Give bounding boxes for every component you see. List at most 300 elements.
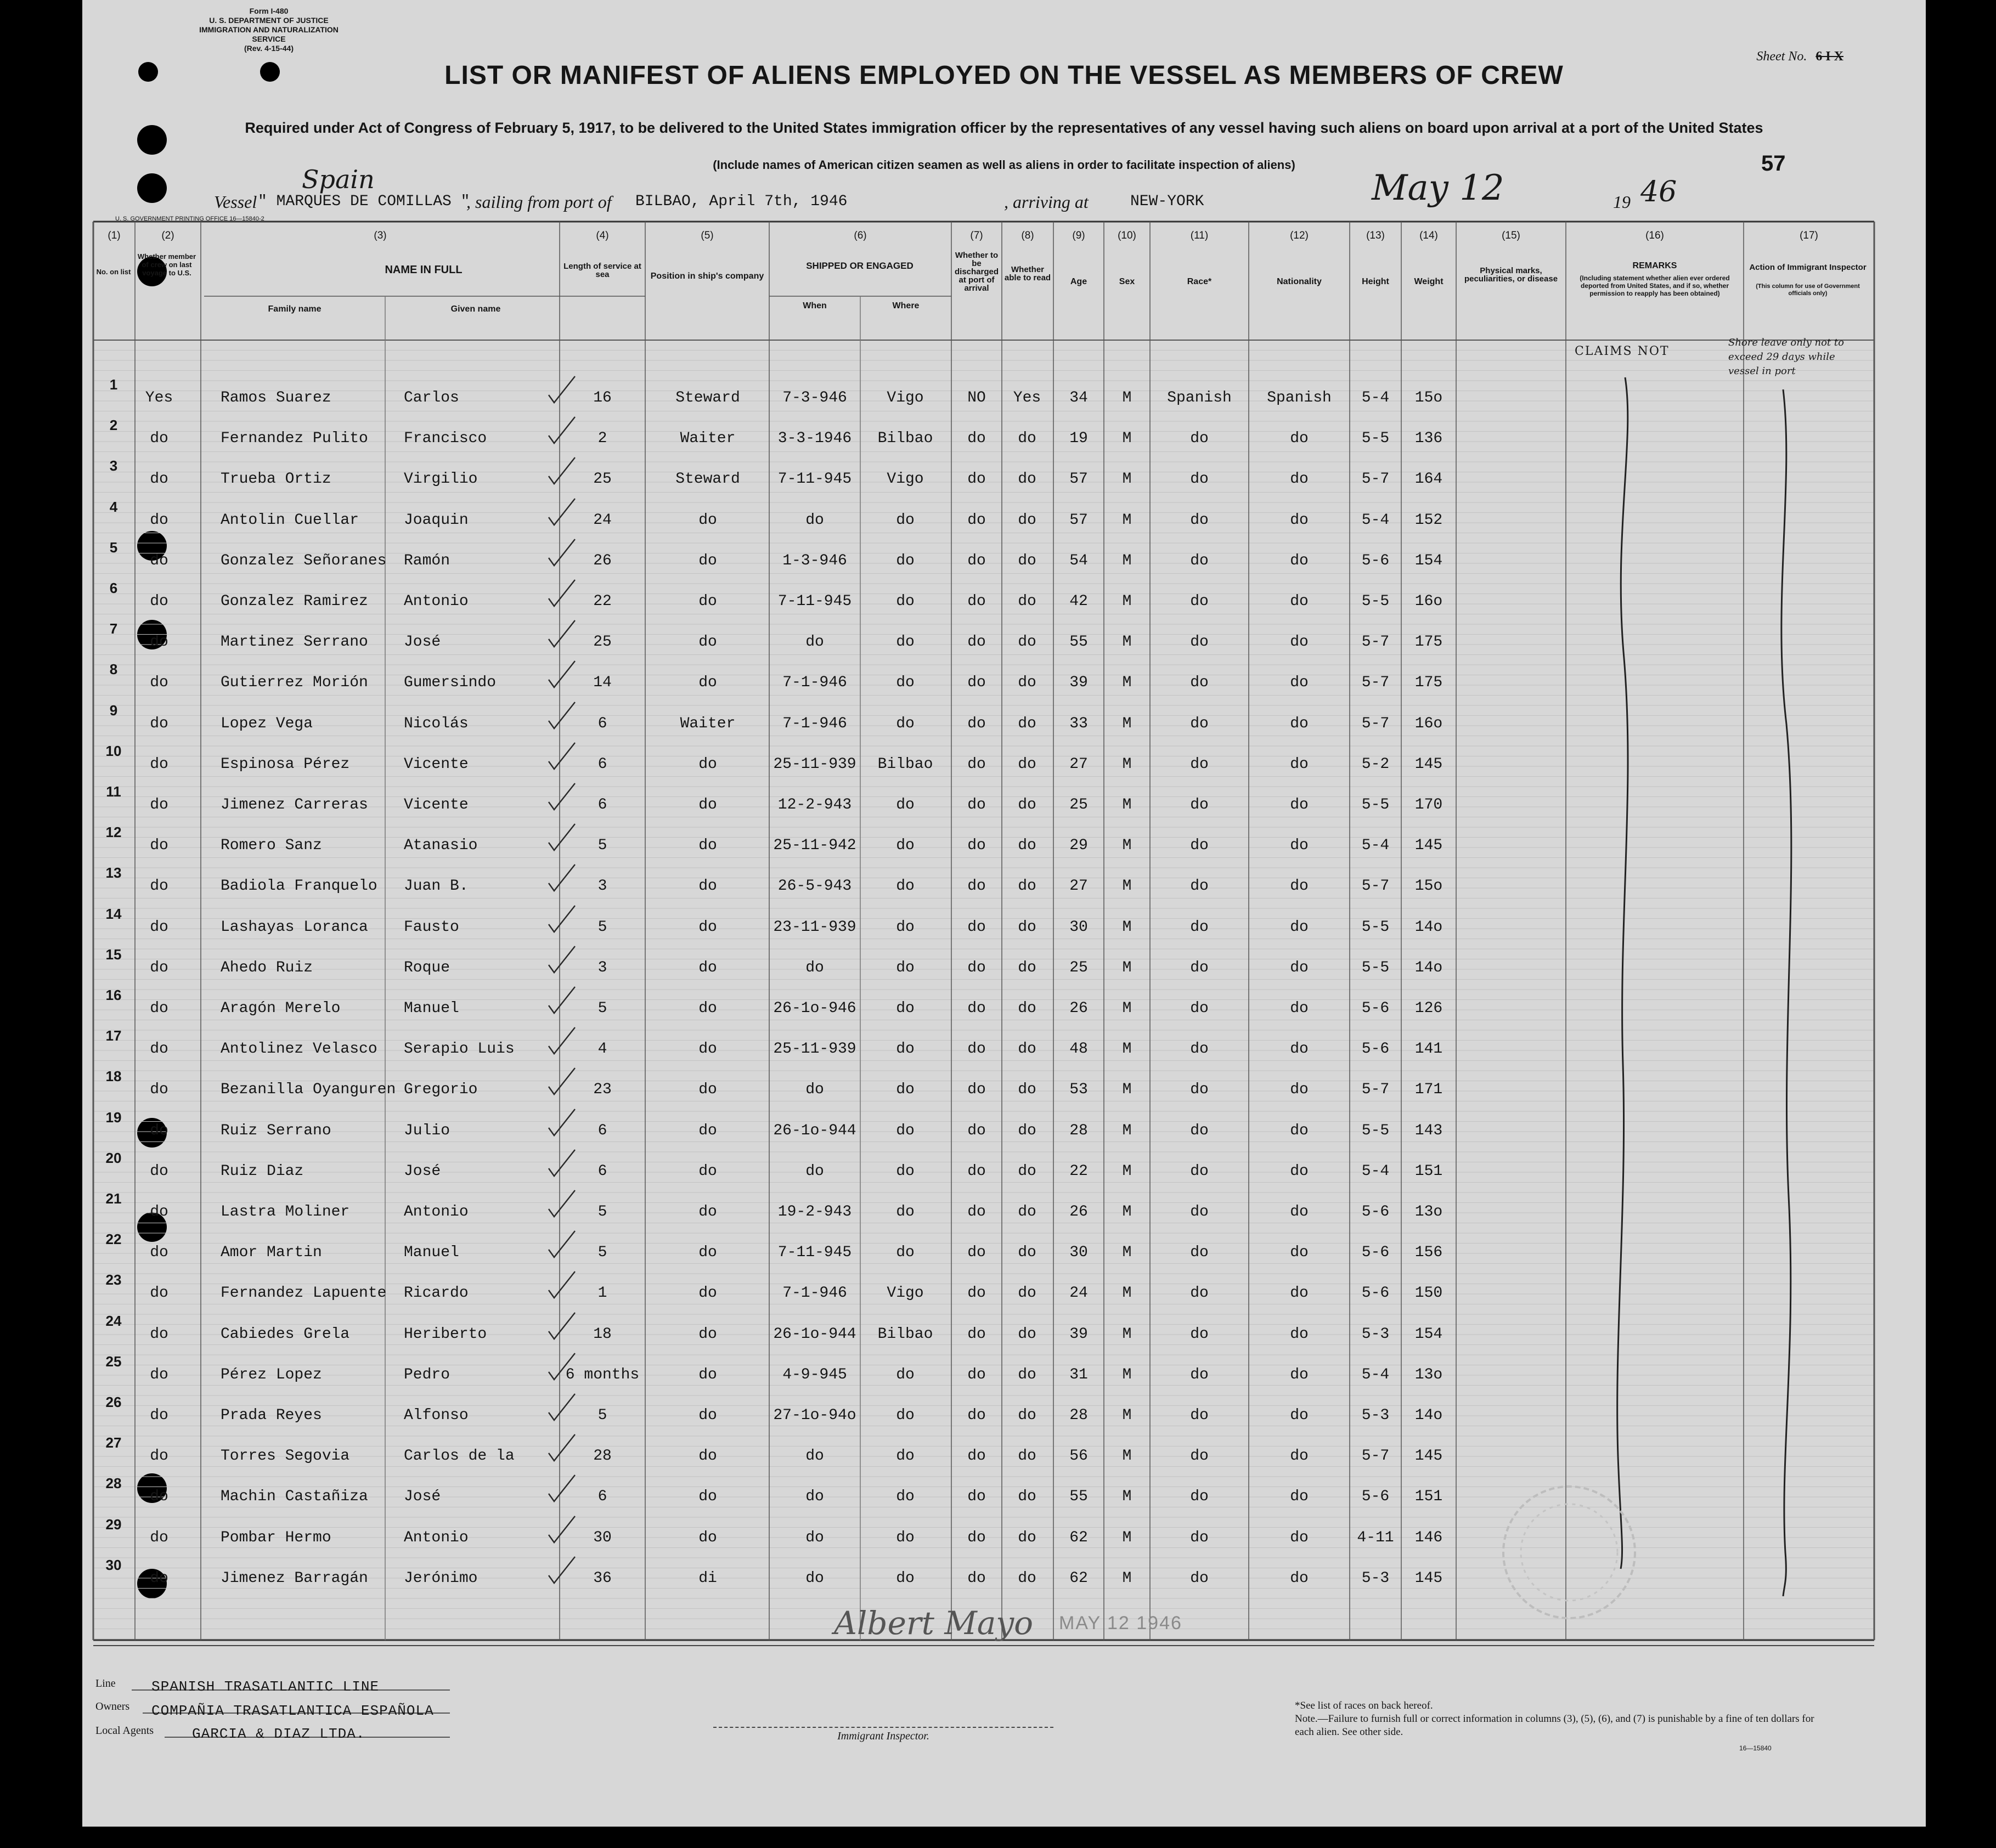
check-mark-icon <box>545 861 578 894</box>
cell-weight: 126 <box>1414 1000 1443 1017</box>
cell-position: Waiter <box>680 715 736 732</box>
cell-height: 5-5 <box>1361 593 1390 610</box>
cell-last: do <box>150 918 168 936</box>
cell-weight: 151 <box>1414 1162 1443 1180</box>
cell-nat: do <box>1290 755 1309 773</box>
action-handwritten: Shore leave only not to exceed 29 days while vessel in port <box>1728 337 1844 377</box>
cell-age: 31 <box>1069 1366 1088 1383</box>
cell-family: Jimenez Barragán <box>221 1569 368 1587</box>
cell-age: 55 <box>1069 1488 1088 1506</box>
cell-age: 33 <box>1069 715 1088 732</box>
row-number: 6 <box>109 580 118 596</box>
cell-sex: M <box>1122 1529 1132 1546</box>
cell-given: Francisco <box>404 430 487 448</box>
cell-read: do <box>1018 634 1036 651</box>
cell-length: 5 <box>597 1407 607 1424</box>
cell-when: 3-3-1946 <box>777 430 852 448</box>
column-number: (1) <box>108 230 121 241</box>
cell-age: 62 <box>1069 1569 1088 1587</box>
cell-given: Antonio <box>404 593 469 610</box>
cell-age: 57 <box>1069 471 1088 488</box>
cell-where: Bilbao <box>877 755 933 773</box>
row-number: 8 <box>109 661 118 678</box>
cell-height: 5-5 <box>1361 959 1390 976</box>
cell-read: do <box>1018 1448 1036 1465</box>
cell-age: 53 <box>1069 1081 1088 1099</box>
cell-when: 25-11-939 <box>773 1041 856 1058</box>
cell-height: 5-5 <box>1361 430 1390 448</box>
cell-age: 24 <box>1069 1285 1088 1302</box>
cell-last: do <box>150 1529 168 1546</box>
cell-nat: do <box>1290 1366 1309 1383</box>
cell-race: Spanish <box>1167 389 1232 406</box>
cell-disch: do <box>967 1407 986 1424</box>
cell-nat: do <box>1290 634 1309 651</box>
cell-position: do <box>698 593 717 610</box>
cell-last: do <box>150 1448 168 1465</box>
year-handwritten: 46 <box>1640 176 1677 208</box>
cell-sex: M <box>1122 1448 1132 1465</box>
cell-where: do <box>896 1041 915 1058</box>
header-race: Race* <box>1187 277 1212 286</box>
cell-sex: M <box>1122 430 1132 448</box>
cell-read: do <box>1018 1366 1036 1383</box>
cell-disch: do <box>967 1529 986 1546</box>
cell-position: do <box>698 1366 717 1383</box>
cell-weight: 152 <box>1414 511 1443 529</box>
cell-last: do <box>150 1407 168 1424</box>
cell-weight: 145 <box>1414 755 1443 773</box>
cell-age: 56 <box>1069 1448 1088 1465</box>
cell-length: 6 <box>597 1162 607 1180</box>
cell-where: do <box>896 511 915 529</box>
check-mark-icon <box>545 454 578 487</box>
manifest-sheet <box>82 0 1926 1827</box>
cell-when: do <box>805 1081 824 1099</box>
cell-disch: do <box>967 674 986 692</box>
cell-family: Badiola Franquelo <box>221 878 377 895</box>
cell-age: 19 <box>1069 430 1088 448</box>
cell-given: Alfonso <box>404 1407 469 1424</box>
header-age: Age <box>1070 277 1087 286</box>
cell-where: do <box>896 1448 915 1465</box>
cell-disch: do <box>967 511 986 529</box>
cell-nat: do <box>1290 796 1309 813</box>
cell-when: 4-9-945 <box>782 1366 847 1383</box>
cell-nat: do <box>1290 1122 1309 1139</box>
check-mark-icon <box>545 1106 578 1139</box>
cell-read: Yes <box>1013 389 1041 406</box>
cell-height: 5-7 <box>1361 1448 1390 1465</box>
cell-read: do <box>1018 918 1036 936</box>
cell-when: 26-5-943 <box>777 878 852 895</box>
cell-height: 5-3 <box>1361 1569 1390 1587</box>
cell-weight: 145 <box>1414 1448 1443 1465</box>
cell-position: do <box>698 634 717 651</box>
cell-given: Roque <box>404 959 450 976</box>
cell-length: 26 <box>593 552 612 569</box>
cell-given: Serapio Luis <box>404 1041 515 1058</box>
cell-height: 5-4 <box>1361 837 1390 855</box>
cell-when: 7-11-945 <box>777 1244 852 1262</box>
column-number: (14) <box>1419 230 1438 241</box>
cell-disch: do <box>967 918 986 936</box>
cell-family: Romero Sanz <box>221 837 322 855</box>
cell-age: 28 <box>1069 1407 1088 1424</box>
cell-read: do <box>1018 1529 1036 1546</box>
cell-given: Carlos <box>404 389 459 406</box>
cell-read: do <box>1018 471 1036 488</box>
cell-when: 7-1-946 <box>782 715 847 732</box>
cell-when: 7-3-946 <box>782 389 847 406</box>
cell-length: 6 <box>597 796 607 813</box>
cell-given: Carlos de la <box>404 1448 515 1465</box>
cell-last: do <box>150 1488 168 1506</box>
cell-read: do <box>1018 837 1036 855</box>
cell-read: do <box>1018 1325 1036 1343</box>
arrival-date-handwritten: May 12 <box>1372 168 1504 208</box>
inspector-signature: Albert Mayo <box>834 1604 1034 1642</box>
sailing-label: , sailing from port of <box>466 192 612 212</box>
cell-read: do <box>1018 1000 1036 1017</box>
cell-weight: 154 <box>1414 1325 1443 1343</box>
owners-label: Owners <box>95 1700 130 1713</box>
column-number: (13) <box>1366 230 1385 241</box>
cell-nat: do <box>1290 837 1309 855</box>
row-number: 27 <box>105 1434 122 1451</box>
cell-disch: do <box>967 1041 986 1058</box>
cell-height: 5-7 <box>1361 634 1390 651</box>
cell-weight: 14o <box>1414 1407 1443 1424</box>
column-number: (15) <box>1502 230 1520 241</box>
cell-read: do <box>1018 552 1036 569</box>
date-stamp: MAY 12 1946 <box>1059 1613 1182 1634</box>
cell-race: do <box>1190 878 1209 895</box>
cell-given: José <box>404 1162 441 1180</box>
cell-position: do <box>698 1203 717 1220</box>
cell-where: do <box>896 552 915 569</box>
cell-family: Antolinez Velasco <box>221 1041 377 1058</box>
year-prefix: 19 <box>1613 192 1631 212</box>
cell-age: 57 <box>1069 511 1088 529</box>
header-action-sub: (This column for use of Government officials only) <box>1756 283 1860 297</box>
cell-weight: 15o <box>1414 389 1443 406</box>
cell-age: 30 <box>1069 918 1088 936</box>
cell-nat: do <box>1290 1203 1309 1220</box>
cell-read: do <box>1018 796 1036 813</box>
cell-sex: M <box>1122 1000 1132 1017</box>
subtitle: Required under Act of Congress of February 5, 1917, to be delivered to the United States immigration officer by the representatives of any vessel having such aliens on board upon arrival at a port of the United States <box>245 120 1763 136</box>
cell-nat: do <box>1290 878 1309 895</box>
cell-height: 5-4 <box>1361 389 1390 406</box>
cell-race: do <box>1190 1162 1209 1180</box>
check-mark-icon <box>545 1513 578 1546</box>
cell-race: do <box>1190 1448 1209 1465</box>
cell-where: do <box>896 1162 915 1180</box>
revision: (Rev. 4-15-44) <box>244 44 294 53</box>
cell-read: do <box>1018 1285 1036 1302</box>
cell-last: do <box>150 1000 168 1017</box>
cell-age: 27 <box>1069 755 1088 773</box>
check-mark-icon <box>545 943 578 976</box>
cell-sex: M <box>1122 471 1132 488</box>
column-number: (10) <box>1118 230 1136 241</box>
check-mark-icon <box>545 1431 578 1464</box>
cell-given: Julio <box>404 1122 450 1139</box>
line-value: SPANISH TRASATLANTIC LINE <box>151 1679 380 1695</box>
cell-height: 5-3 <box>1361 1407 1390 1424</box>
row-number: 12 <box>105 824 122 841</box>
cell-when: 12-2-943 <box>777 796 852 813</box>
cell-weight: 145 <box>1414 1569 1443 1587</box>
cell-length: 1 <box>597 1285 607 1302</box>
row-number: 28 <box>105 1475 122 1492</box>
cell-length: 25 <box>593 634 612 651</box>
cell-given: Gregorio <box>404 1081 478 1099</box>
cell-disch: do <box>967 1000 986 1017</box>
cell-position: do <box>698 1488 717 1506</box>
cell-where: do <box>896 674 915 692</box>
cell-last: do <box>150 471 168 488</box>
cell-length: 28 <box>593 1448 612 1465</box>
check-mark-icon <box>545 1391 578 1423</box>
cell-height: 5-2 <box>1361 755 1390 773</box>
cell-when: 27-1o-94o <box>773 1407 856 1424</box>
cell-position: do <box>698 511 717 529</box>
column-number: (4) <box>596 230 609 241</box>
cell-height: 5-6 <box>1361 1285 1390 1302</box>
cell-age: 39 <box>1069 674 1088 692</box>
cell-race: do <box>1190 918 1209 936</box>
cell-position: do <box>698 959 717 976</box>
cell-family: Jimenez Carreras <box>221 796 368 813</box>
column-number: (8) <box>1021 230 1034 241</box>
check-mark-icon <box>545 1350 578 1383</box>
cell-last: do <box>150 1569 168 1587</box>
cell-nat: do <box>1290 471 1309 488</box>
cell-read: do <box>1018 1244 1036 1262</box>
cell-last: do <box>150 1162 168 1180</box>
cell-race: do <box>1190 1529 1209 1546</box>
cell-height: 5-6 <box>1361 1041 1390 1058</box>
row-number: 19 <box>105 1109 122 1126</box>
cell-age: 29 <box>1069 837 1088 855</box>
cell-last: do <box>150 593 168 610</box>
remarks-handwritten: CLAIMS NOT <box>1575 344 1670 358</box>
cell-given: Manuel <box>404 1000 459 1017</box>
inspector-label: Immigrant Inspector. <box>837 1730 929 1742</box>
cell-length: 5 <box>597 918 607 936</box>
cell-age: 26 <box>1069 1203 1088 1220</box>
cell-race: do <box>1190 837 1209 855</box>
column-number: (12) <box>1290 230 1309 241</box>
cell-length: 25 <box>593 471 612 488</box>
cell-position: do <box>698 1448 717 1465</box>
cell-length: 5 <box>597 1203 607 1220</box>
cell-last: do <box>150 1041 168 1058</box>
row-number: 30 <box>105 1556 122 1573</box>
cell-weight: 170 <box>1414 796 1443 813</box>
cell-sex: M <box>1122 552 1132 569</box>
cell-nat: Spanish <box>1267 389 1332 406</box>
cell-given: Antonio <box>404 1203 469 1220</box>
cell-when: 25-11-942 <box>773 837 856 855</box>
cell-sex: M <box>1122 878 1132 895</box>
cell-race: do <box>1190 1407 1209 1424</box>
cell-last: do <box>150 1366 168 1383</box>
cell-race: do <box>1190 755 1209 773</box>
cell-length: 3 <box>597 959 607 976</box>
cell-read: do <box>1018 430 1036 448</box>
cell-disch: do <box>967 552 986 569</box>
cell-height: 5-4 <box>1361 1366 1390 1383</box>
cell-disch: do <box>967 796 986 813</box>
row-number: 11 <box>106 783 121 800</box>
cell-race: do <box>1190 471 1209 488</box>
line-label: Line <box>95 1677 116 1689</box>
cell-family: Lashayas Loranca <box>221 918 368 936</box>
cell-length: 23 <box>593 1081 612 1099</box>
cell-length: 3 <box>597 878 607 895</box>
cell-weight: 145 <box>1414 837 1443 855</box>
column-number: (5) <box>701 230 714 241</box>
cell-length: 24 <box>593 511 612 529</box>
cell-disch: do <box>967 959 986 976</box>
arriving-port: NEW-YORK <box>1130 193 1204 210</box>
cell-weight: 151 <box>1414 1488 1443 1506</box>
cell-read: do <box>1018 878 1036 895</box>
row-number: 20 <box>105 1149 122 1166</box>
department: U. S. DEPARTMENT OF JUSTICE <box>209 16 329 25</box>
cell-length: 22 <box>593 593 612 610</box>
cell-race: do <box>1190 1041 1209 1058</box>
cell-race: do <box>1190 1325 1209 1343</box>
cell-nat: do <box>1290 1285 1309 1302</box>
cell-when: do <box>805 1569 824 1587</box>
header-sex: Sex <box>1119 277 1135 286</box>
check-mark-icon <box>545 1065 578 1098</box>
header-height: Height <box>1362 277 1389 286</box>
cell-sex: M <box>1122 1407 1132 1424</box>
cell-race: do <box>1190 1285 1209 1302</box>
cell-disch: do <box>967 1162 986 1180</box>
form-code: 16—15840 <box>1739 1744 1772 1752</box>
faint-seal <box>1492 1470 1646 1635</box>
cell-weight: 14o <box>1414 959 1443 976</box>
row-number: 2 <box>109 417 118 434</box>
cell-length: 5 <box>597 837 607 855</box>
cell-when: 26-1o-944 <box>773 1122 856 1139</box>
cell-race: do <box>1190 1488 1209 1506</box>
check-mark-icon <box>545 414 578 447</box>
row-number: 26 <box>105 1394 122 1410</box>
cell-family: Machin Castañiza <box>221 1488 368 1506</box>
cell-read: do <box>1018 1041 1036 1058</box>
cell-where: do <box>896 1244 915 1262</box>
cell-disch: do <box>967 755 986 773</box>
cell-where: Bilbao <box>877 1325 933 1343</box>
service: IMMIGRATION AND NATURALIZATION SERVICE <box>199 25 339 43</box>
cell-weight: 136 <box>1414 430 1443 448</box>
cell-length: 36 <box>593 1569 612 1587</box>
row-number: 1 <box>109 376 118 393</box>
form-number: Form I-480 <box>249 7 289 15</box>
cell-age: 48 <box>1069 1041 1088 1058</box>
check-mark-icon <box>545 1553 578 1586</box>
cell-where: do <box>896 837 915 855</box>
cell-height: 4-11 <box>1357 1529 1394 1546</box>
cell-position: do <box>698 837 717 855</box>
cell-when: do <box>805 511 824 529</box>
races-note: *See list of races on back hereof. <box>1295 1700 1433 1711</box>
cell-disch: do <box>967 1285 986 1302</box>
cell-nat: do <box>1290 1325 1309 1343</box>
cell-race: do <box>1190 634 1209 651</box>
cell-disch: do <box>967 1081 986 1099</box>
cell-where: do <box>896 634 915 651</box>
cell-age: 28 <box>1069 1122 1088 1139</box>
cell-sex: M <box>1122 389 1132 406</box>
header-discharged: Whether to be discharged at port of arrival <box>954 251 999 293</box>
cell-weight: 13o <box>1414 1203 1443 1220</box>
cell-read: do <box>1018 1122 1036 1139</box>
cell-length: 16 <box>593 389 612 406</box>
cell-sex: M <box>1122 837 1132 855</box>
header-length: Length of service at sea <box>563 262 641 279</box>
cell-disch: do <box>967 471 986 488</box>
cell-height: 5-7 <box>1361 1081 1390 1099</box>
cell-race: do <box>1190 1203 1209 1220</box>
cell-read: do <box>1018 715 1036 732</box>
cell-disch: do <box>967 634 986 651</box>
check-mark-icon <box>545 902 578 935</box>
cell-given: Pedro <box>404 1366 450 1383</box>
cell-race: do <box>1190 593 1209 610</box>
cell-nat: do <box>1290 1081 1309 1099</box>
cell-last: do <box>150 552 168 569</box>
cell-disch: do <box>967 878 986 895</box>
cell-race: do <box>1190 674 1209 692</box>
cell-last: do <box>150 674 168 692</box>
cell-length: 2 <box>597 430 607 448</box>
cell-age: 62 <box>1069 1529 1088 1546</box>
cell-where: Bilbao <box>877 430 933 448</box>
cell-age: 39 <box>1069 1325 1088 1343</box>
cell-height: 5-7 <box>1361 471 1390 488</box>
cell-weight: 171 <box>1414 1081 1443 1099</box>
cell-position: do <box>698 1407 717 1424</box>
cell-weight: 146 <box>1414 1529 1443 1546</box>
cell-last: do <box>150 878 168 895</box>
cell-when: do <box>805 1529 824 1546</box>
cell-nat: do <box>1290 1488 1309 1506</box>
cell-read: do <box>1018 593 1036 610</box>
cell-length: 30 <box>593 1529 612 1546</box>
cell-height: 5-6 <box>1361 1203 1390 1220</box>
cell-disch: do <box>967 1448 986 1465</box>
header-where: Where <box>892 301 920 310</box>
row-number: 17 <box>105 1027 122 1044</box>
cell-read: do <box>1018 1081 1036 1099</box>
row-number: 13 <box>105 864 122 881</box>
cell-age: 25 <box>1069 796 1088 813</box>
check-mark-icon <box>545 984 578 1016</box>
cell-race: do <box>1190 715 1209 732</box>
cell-sex: M <box>1122 1325 1132 1343</box>
cell-given: José <box>404 1488 441 1506</box>
cell-position: do <box>698 674 717 692</box>
check-mark-icon <box>545 1024 578 1057</box>
